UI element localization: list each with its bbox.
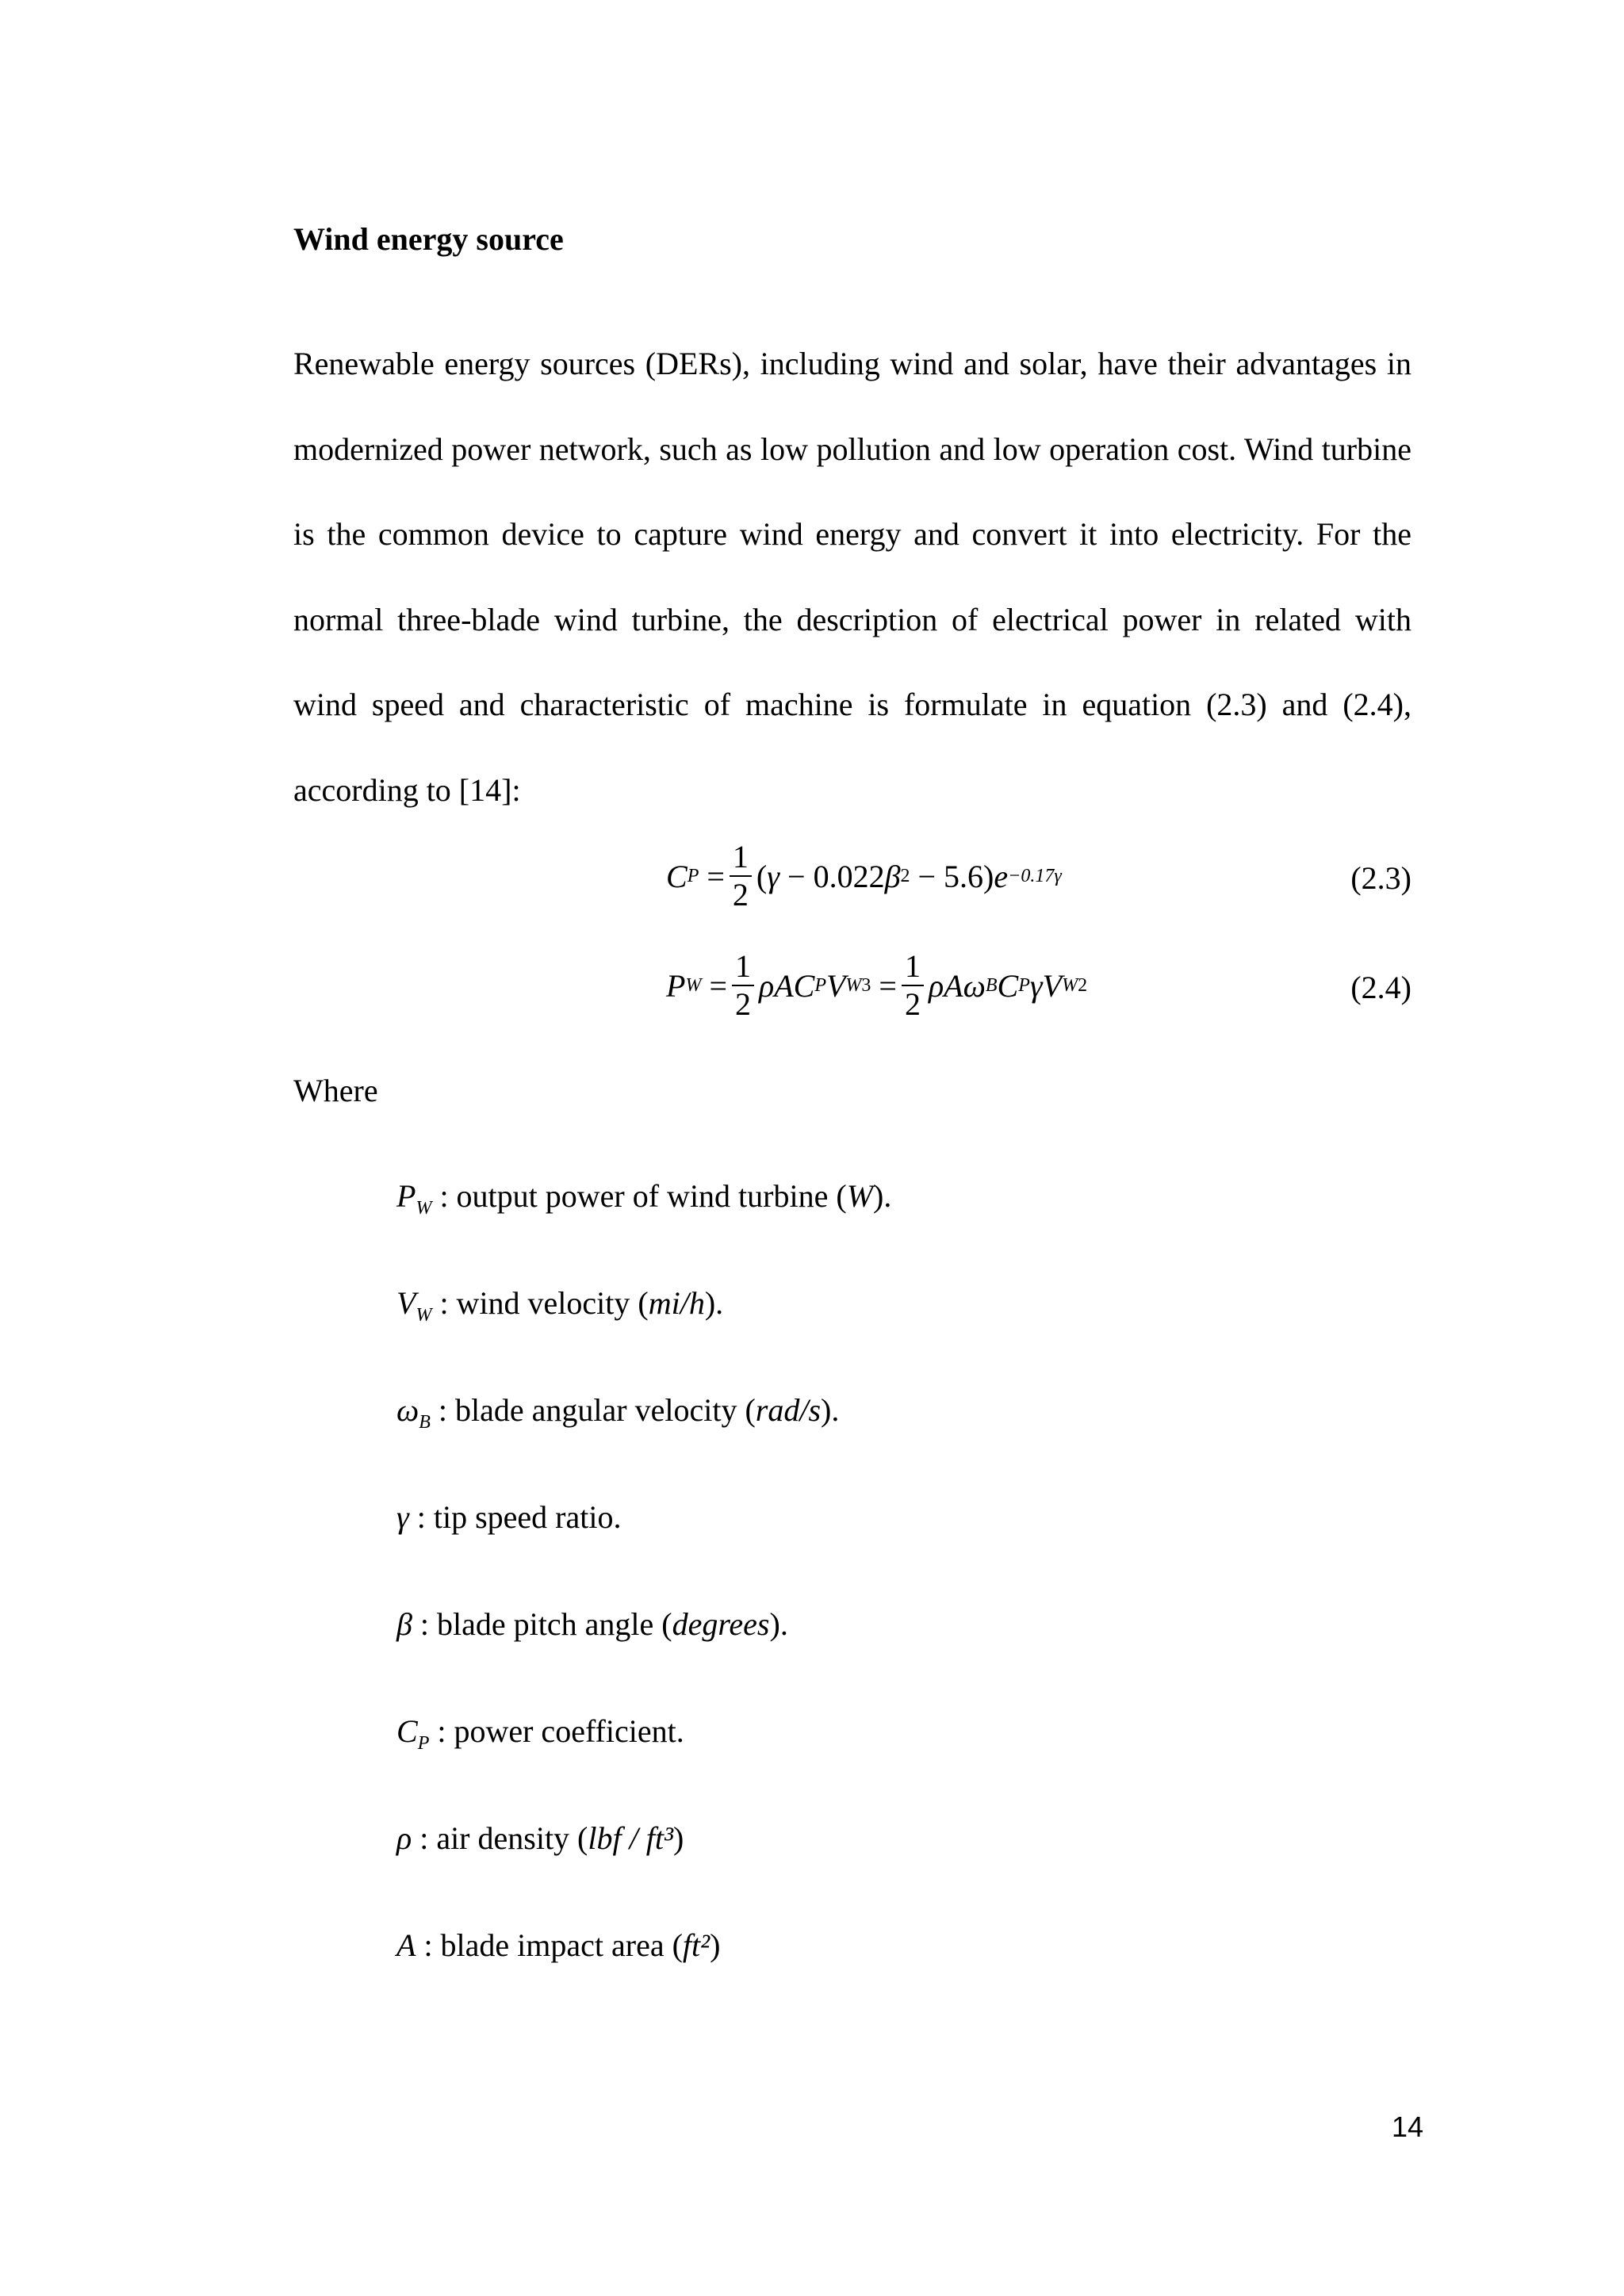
- definition-pw: $P_W$ : output power of wind turbine (W).: [396, 1178, 892, 1219]
- definition-a: A : blade impact area (ft²): [396, 1927, 721, 1963]
- page-number: 14: [1392, 2110, 1424, 2143]
- definition-beta: β : blade pitch angle (degrees).: [396, 1606, 788, 1642]
- definition-cp: $C_P$ : power coefficient.: [396, 1713, 684, 1754]
- where-label: Where: [293, 1073, 378, 1108]
- equation-2-4-number: (2.4): [1350, 970, 1411, 1005]
- equation-2-4-expression: P W = $\frac{1}{2}$ ρAC P V W 3 = $\frac{1}{2}$ ρAω B C P γV W 2: [666, 948, 1088, 1022]
- body-paragraph: Renewable energy sources (DERs), including wind and solar, have their advantages in modernized power network, such as low pollution and low operation cost. Wind turbine is the common device to capture wind energy and convert it into electricity. For the normal three-blade wind turbine, the description of electrical power in related with wind speed and characteristic of machine is formulate in equation (2.3) and (2.4), according to [14]:: [293, 346, 1411, 808]
- definition-rho: ρ : air density (lbf / ft³): [396, 1820, 684, 1856]
- equation-2-4: [650, 934, 1411, 1037]
- equation-2-3-expression: C P = $\frac{1}{2}$ ( γ − 0.022 β 2 − 5.6) e −0.17γ: [666, 839, 1062, 913]
- equation-2-3-number: (2.3): [1350, 860, 1411, 896]
- definition-gamma: γ : tip speed ratio.: [396, 1499, 622, 1535]
- equation-2-3: [650, 825, 1411, 928]
- definition-omega-b: $\omega_B$ : blade angular velocity (rad/s).: [396, 1392, 840, 1433]
- definition-vw: $V_W$ : wind velocity (mi/h).: [396, 1285, 724, 1326]
- section-heading: Wind energy source: [293, 221, 564, 257]
